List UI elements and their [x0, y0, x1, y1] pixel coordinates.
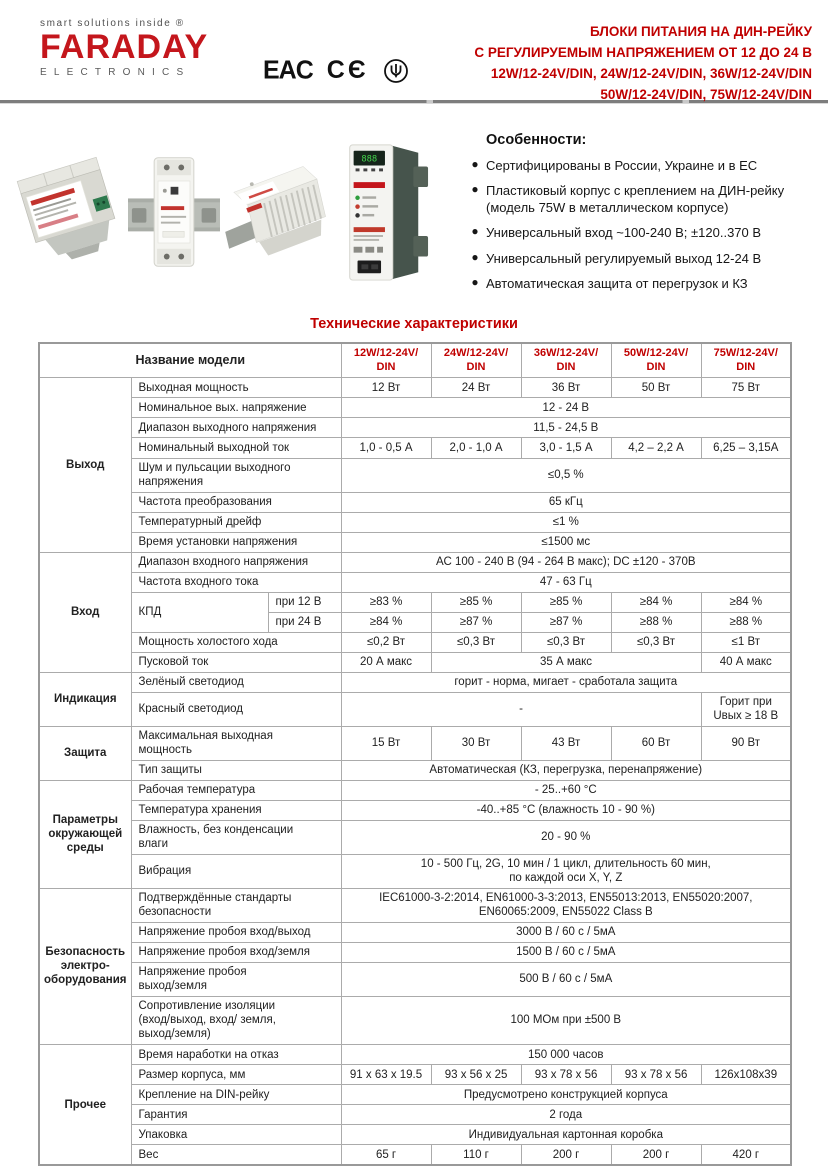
feature-text: Пластиковый корпус с креплением на ДИН-рейку (модель 75W в металлическом корпусе)	[486, 183, 785, 216]
value-cell: 150 000 часов	[341, 1045, 791, 1065]
subparam-cell: при 12 В	[268, 592, 341, 612]
bullet-icon: ●	[471, 224, 479, 239]
value-cell: Индивидуальная картонная коробка	[341, 1125, 791, 1145]
table-row	[39, 780, 791, 800]
product-photos	[6, 124, 450, 300]
value-cell: ≥84 %	[341, 612, 431, 632]
table-row	[39, 343, 791, 378]
value-cell: ≤1500 мс	[341, 532, 791, 552]
bullet-icon: ●	[471, 249, 479, 264]
value-cell: ≤1 %	[341, 512, 791, 532]
value-cell: ≤1 Вт	[701, 632, 791, 652]
value-cell: ≥85 %	[431, 592, 521, 612]
spec-table-title: Технические характеристики	[310, 315, 518, 332]
table-row	[39, 632, 791, 652]
value-cell: IEC61000-3-2:2014, EN61000-3-3:2013, EN55013:2013, EN55020:2007, EN60065:2009, EN55022 Class B	[341, 888, 791, 922]
value-cell: 15 Вт	[341, 726, 431, 760]
value-cell: ≥84 %	[701, 592, 791, 612]
param-cell: Частота входного тока	[131, 572, 341, 592]
table-row	[39, 532, 791, 552]
table-row	[39, 418, 791, 438]
table-row	[39, 962, 791, 996]
feature-text: Универсальный вход ~100-240 В; ±120..370 В	[486, 225, 762, 241]
value-cell: ≤0,3 Вт	[611, 632, 701, 652]
spec-table	[38, 342, 792, 1166]
value-cell: ≥88 %	[611, 612, 701, 632]
table-row	[39, 1125, 791, 1145]
value-cell: 93 x 78 x 56	[521, 1065, 611, 1085]
title-line-2: С РЕГУЛИРУЕМЫМ НАПРЯЖЕНИЕМ ОТ 12 ДО 24 В	[474, 44, 812, 60]
value-cell: 2 года	[341, 1105, 791, 1125]
table-row	[39, 760, 791, 780]
value-cell: 100 МОм при ±500 В	[341, 996, 791, 1044]
value-cell: 126x108x39	[701, 1065, 791, 1085]
value-cell: 6,25 – 3,15А	[701, 438, 791, 458]
param-cell: Время наработки на отказ	[131, 1045, 341, 1065]
feature-text: Универсальный регулируемый выход 12-24 В	[486, 250, 762, 266]
group-cell: Параметры окружающей среды	[39, 780, 131, 888]
param-cell: Крепление на DIN-рейку	[131, 1085, 341, 1105]
group-cell: Индикация	[39, 672, 131, 726]
logo-brand: FARADAY	[40, 28, 209, 66]
value-cell: 30 Вт	[431, 726, 521, 760]
value-cell: ≥88 %	[701, 612, 791, 632]
table-row	[39, 692, 791, 726]
product-photo-3	[224, 148, 330, 276]
group-cell: Защита	[39, 726, 131, 780]
param-cell: Шум и пульсации выходного напряжения	[131, 458, 341, 492]
bullet-icon: ●	[471, 157, 479, 171]
value-cell: 20 - 90 %	[341, 820, 791, 854]
table-row	[39, 854, 791, 888]
model-header-cell: 36W/12-24V/ DIN	[521, 343, 611, 378]
value-cell: ≤0,3 Вт	[521, 632, 611, 652]
model-header-cell: 50W/12-24V/ DIN	[611, 343, 701, 378]
group-cell: Выход	[39, 378, 131, 552]
param-cell: Гарантия	[131, 1105, 341, 1125]
param-cell: Мощность холостого хода	[131, 632, 341, 652]
param-cell: Рабочая температура	[131, 780, 341, 800]
value-cell: ≥87 %	[521, 612, 611, 632]
title-line-3: 12W/12-24V/DIN, 24W/12-24V/DIN, 36W/12-24V/DIN	[490, 65, 812, 81]
table-row	[39, 378, 791, 398]
param-cell: Номинальное вых. напряжение	[131, 398, 341, 418]
value-cell: 12 Вт	[341, 378, 431, 398]
features-heading: Особенности:	[486, 132, 587, 148]
value-cell: 65 кГц	[341, 492, 791, 512]
value-cell: ≤0,3 Вт	[431, 632, 521, 652]
value-cell: ≤0,2 Вт	[341, 632, 431, 652]
feature-item	[464, 157, 804, 174]
table-row	[39, 438, 791, 458]
param-cell: Время установки напряжения	[131, 532, 341, 552]
value-cell: 40 А макс	[701, 652, 791, 672]
param-cell: Температура хранения	[131, 800, 341, 820]
value-cell: 93 x 56 x 25	[431, 1065, 521, 1085]
certification-marks	[263, 56, 409, 85]
group-cell: Безопасность электро- оборудования	[39, 888, 131, 1044]
value-cell: ≥85 %	[521, 592, 611, 612]
intro-section	[0, 104, 828, 300]
value-cell: 10 - 500 Гц, 2G, 10 мин / 1 цикл, длительность 60 мин, по каждой оси X, Y, Z	[341, 854, 791, 888]
param-cell: КПД	[131, 592, 268, 632]
table-row	[39, 398, 791, 418]
value-cell: АС 100 - 240 В (94 - 264 В макс); DC ±120 - 370В	[341, 552, 791, 572]
table-row	[39, 1145, 791, 1166]
param-cell: Сопротивление изоляции (вход/выход, вход/ земля, выход/земля)	[131, 996, 341, 1044]
value-cell: горит - норма, мигает - сработала защита	[341, 672, 791, 692]
table-row	[39, 800, 791, 820]
value-cell: 11,5 - 24,5 В	[341, 418, 791, 438]
param-cell: Напряжение пробоя вход/земля	[131, 942, 341, 962]
value-cell: -	[341, 692, 701, 726]
table-row	[39, 726, 791, 760]
table-row	[39, 572, 791, 592]
value-cell: 3000 В / 60 с / 5мА	[341, 922, 791, 942]
feature-text: Сертифицированы в России, Украине и в ЕС	[486, 158, 758, 173]
table-row	[39, 996, 791, 1044]
logo-subtitle: ELECTRONICS	[40, 66, 191, 78]
svg-text:888: 888	[361, 154, 378, 165]
value-cell: ≥87 %	[431, 612, 521, 632]
table-row	[39, 820, 791, 854]
faraday-logo	[40, 18, 235, 78]
value-cell: 65 г	[341, 1145, 431, 1166]
feature-item	[464, 275, 804, 292]
value-cell: Горит при Uвых ≥ 18 В	[701, 692, 791, 726]
features	[450, 124, 818, 300]
param-cell: Диапазон входного напряжения	[131, 552, 341, 572]
ua-conformity-mark-icon	[383, 58, 409, 84]
value-cell: ≤0,5 %	[341, 458, 791, 492]
param-cell: Размер корпуса, мм	[131, 1065, 341, 1085]
param-cell: Подтверждённые стандарты безопасности	[131, 888, 341, 922]
subparam-cell: при 24 В	[268, 612, 341, 632]
value-cell: Автоматическая (КЗ, перегрузка, перенапряжение)	[341, 760, 791, 780]
group-cell: Прочее	[39, 1045, 131, 1166]
value-cell: - 25..+60 °C	[341, 780, 791, 800]
param-cell: Красный светодиод	[131, 692, 341, 726]
product-photo-4	[334, 141, 432, 283]
model-name-label: Название модели	[39, 343, 341, 378]
param-cell: Напряжение пробоя вход/выход	[131, 922, 341, 942]
value-cell: 93 x 78 x 56	[611, 1065, 701, 1085]
param-cell: Частота преобразования	[131, 492, 341, 512]
table-row	[39, 1045, 791, 1065]
model-header-cell: 12W/12-24V/ DIN	[341, 343, 431, 378]
value-cell: 420 г	[701, 1145, 791, 1166]
value-cell: -40..+85 °C (влажность 10 - 90 %)	[341, 800, 791, 820]
table-row	[39, 458, 791, 492]
table-row	[39, 1065, 791, 1085]
value-cell: 12 - 24 В	[341, 398, 791, 418]
value-cell: 20 А макс	[341, 652, 431, 672]
table-row	[39, 652, 791, 672]
table-row	[39, 552, 791, 572]
logo-tagline: smart solutions inside ®	[40, 18, 185, 29]
param-cell: Влажность, без конденсации влаги	[131, 820, 341, 854]
feature-text: Автоматическая защита от перегрузок и КЗ	[486, 275, 748, 291]
param-cell: Вес	[131, 1145, 341, 1166]
param-cell: Тип защиты	[131, 760, 341, 780]
value-cell: 1500 В / 60 с / 5мА	[341, 942, 791, 962]
value-cell: 500 В / 60 с / 5мА	[341, 962, 791, 996]
product-photo-1	[6, 148, 124, 276]
param-cell: Номинальный выходной ток	[131, 438, 341, 458]
value-cell: 24 Вт	[431, 378, 521, 398]
table-row	[39, 512, 791, 532]
value-cell: 36 Вт	[521, 378, 611, 398]
title-line-1: БЛОКИ ПИТАНИЯ НА ДИН-РЕЙКУ	[590, 24, 812, 39]
param-cell: Выходная мощность	[131, 378, 341, 398]
feature-item	[464, 250, 804, 267]
value-cell: 4,2 – 2,2 А	[611, 438, 701, 458]
table-row	[39, 1105, 791, 1125]
table-row	[39, 592, 791, 612]
value-cell: 200 г	[521, 1145, 611, 1166]
model-header-cell: 24W/12-24V/ DIN	[431, 343, 521, 378]
value-cell: Предусмотрено конструкцией корпуса	[341, 1085, 791, 1105]
feature-item	[464, 224, 804, 241]
feature-item	[464, 182, 804, 216]
product-photo-2	[128, 148, 220, 276]
param-cell: Упаковка	[131, 1125, 341, 1145]
table-row	[39, 1085, 791, 1105]
param-cell: Напряжение пробоя выход/земля	[131, 962, 341, 996]
header	[0, 0, 828, 100]
table-row	[39, 922, 791, 942]
eac-mark-icon: EAC	[263, 55, 313, 85]
value-cell: 110 г	[431, 1145, 521, 1166]
table-row	[39, 888, 791, 922]
value-cell: 200 г	[611, 1145, 701, 1166]
value-cell: 75 Вт	[701, 378, 791, 398]
value-cell: ≥84 %	[611, 592, 701, 612]
param-cell: Вибрация	[131, 854, 341, 888]
group-cell: Вход	[39, 552, 131, 672]
param-cell: Зелёный светодиод	[131, 672, 341, 692]
value-cell: 90 Вт	[701, 726, 791, 760]
model-header-cell: 75W/12-24V/ DIN	[701, 343, 791, 378]
param-cell: Диапазон выходного напряжения	[131, 418, 341, 438]
table-row	[39, 942, 791, 962]
value-cell: ≥83 %	[341, 592, 431, 612]
value-cell: 2,0 - 1,0 А	[431, 438, 521, 458]
document-title	[474, 18, 812, 106]
value-cell: 43 Вт	[521, 726, 611, 760]
bullet-icon: ●	[471, 182, 479, 197]
value-cell: 47 - 63 Гц	[341, 572, 791, 592]
value-cell: 3,0 - 1,5 А	[521, 438, 611, 458]
param-cell: Температурный дрейф	[131, 512, 341, 532]
param-cell: Пусковой ток	[131, 652, 341, 672]
bullet-icon: ●	[471, 274, 479, 289]
value-cell: 35 А макс	[431, 652, 701, 672]
value-cell: 1,0 - 0,5 А	[341, 438, 431, 458]
ce-mark-icon: CЄ	[326, 56, 369, 84]
value-cell: 91 x 63 x 19.5	[341, 1065, 431, 1085]
table-row	[39, 672, 791, 692]
table-row	[39, 492, 791, 512]
param-cell: Максимальная выходная мощность	[131, 726, 341, 760]
title-line-4: 50W/12-24V/DIN, 75W/12-24V/DIN	[600, 86, 812, 102]
value-cell: 50 Вт	[611, 378, 701, 398]
value-cell: 60 Вт	[611, 726, 701, 760]
